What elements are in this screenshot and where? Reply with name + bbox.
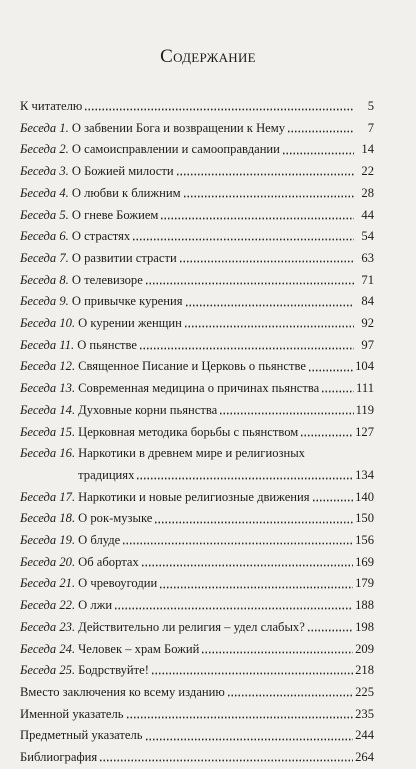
toc-entry xyxy=(20,139,374,161)
toc-entry-label: Беседа 23. xyxy=(20,619,76,634)
toc-entry-label: Беседа 8. xyxy=(20,272,69,287)
toc-entry xyxy=(20,487,374,509)
dot-leader xyxy=(141,561,353,569)
toc-entry-label: Беседа 13. xyxy=(20,381,76,396)
table-of-contents xyxy=(20,96,374,769)
toc-entry xyxy=(20,400,374,422)
toc-entry-title: Действительно ли религия – удел слабых? xyxy=(78,619,305,634)
toc-entry xyxy=(20,747,374,769)
dot-leader xyxy=(84,106,354,114)
toc-entry xyxy=(20,443,374,486)
toc-entry xyxy=(20,356,374,378)
toc-entry-title: Священное Писание и Церковь о пьянстве xyxy=(78,359,306,374)
toc-entry-title: Именной указатель xyxy=(20,706,124,721)
toc-entry xyxy=(20,660,374,682)
toc-entry-title: Вместо заключения ко всему изданию xyxy=(20,684,225,699)
dot-leader xyxy=(185,301,354,309)
toc-entry-title: О Божией милости xyxy=(71,164,174,179)
dot-leader xyxy=(126,713,354,721)
toc-entry-title: Наркотики и новые религиозные движения xyxy=(78,489,310,504)
toc-entry-page: 44 xyxy=(361,207,374,222)
toc-entry-label: Беседа 20. xyxy=(20,554,76,569)
toc-entry-page: 134 xyxy=(355,467,374,482)
dot-leader xyxy=(145,279,354,287)
toc-entry-page: 28 xyxy=(361,185,374,200)
toc-entry xyxy=(20,226,374,248)
dot-leader xyxy=(308,366,353,374)
toc-entry-page: 188 xyxy=(355,598,374,613)
toc-entry-page: 22 xyxy=(361,164,374,179)
toc-entry-title: Бодрствуйте! xyxy=(78,663,149,678)
dot-leader xyxy=(282,149,354,157)
toc-entry-page: 235 xyxy=(355,706,374,721)
toc-entry-label: Беседа 1. xyxy=(20,120,69,135)
toc-entry-page: 225 xyxy=(355,684,374,699)
dot-leader xyxy=(139,344,354,352)
dot-leader xyxy=(151,670,353,678)
toc-entry-title: О забвении Бога и возвращении к Нему xyxy=(71,120,286,135)
toc-entry-page: 111 xyxy=(356,381,374,396)
toc-entry-title: Предметный указатель xyxy=(20,728,143,743)
toc-entry-title: О любви к ближним xyxy=(71,185,181,200)
toc-entry xyxy=(20,248,374,270)
toc-entry xyxy=(20,313,374,335)
toc-entry-title: О страстях xyxy=(71,229,131,244)
dot-leader xyxy=(145,735,354,743)
toc-entry xyxy=(20,422,374,444)
toc-entry-label: Беседа 16. xyxy=(20,446,76,461)
dot-leader xyxy=(287,127,354,135)
toc-entry xyxy=(20,530,374,552)
toc-entry-title: О пьянстве xyxy=(77,337,138,352)
toc-entry-label: Беседа 9. xyxy=(20,294,69,309)
toc-entry-continuation xyxy=(75,465,374,487)
toc-entry-title: Современная медицина о причинах пьянства xyxy=(78,381,320,396)
dot-leader xyxy=(184,323,354,331)
toc-entry-title: Духовные корни пьянства xyxy=(78,402,218,417)
dot-leader xyxy=(201,648,353,656)
toc-entry-page: 156 xyxy=(355,533,374,548)
dot-leader xyxy=(183,193,354,201)
dot-leader xyxy=(307,627,353,635)
toc-entry-page: 179 xyxy=(355,576,374,591)
toc-entry-page: 97 xyxy=(361,337,374,352)
toc-entry-label: Беседа 5. xyxy=(20,207,69,222)
toc-entry-label: Беседа 15. xyxy=(20,424,76,439)
toc-entry-page: 218 xyxy=(355,663,374,678)
toc-entry-title: О развитии страсти xyxy=(71,250,177,265)
toc-entry-title: О рок-музыке xyxy=(78,511,153,526)
toc-entry-label: Беседа 3. xyxy=(20,164,69,179)
toc-entry-label: Беседа 11. xyxy=(20,337,75,352)
dot-leader xyxy=(321,388,354,396)
dot-leader xyxy=(99,757,353,765)
toc-entry-page: 14 xyxy=(361,142,374,157)
toc-entry-page: 150 xyxy=(355,511,374,526)
toc-entry-page: 264 xyxy=(355,750,374,765)
toc-entry-label: Беседа 18. xyxy=(20,511,76,526)
dot-leader xyxy=(300,431,353,439)
toc-entry-page: 71 xyxy=(361,272,374,287)
toc-entry-label: Беседа 17. xyxy=(20,489,76,504)
toc-entry-label: Беседа 25. xyxy=(20,663,76,678)
toc-entry-title: О лжи xyxy=(78,598,113,613)
toc-entry-title: О курении женщин xyxy=(78,316,182,331)
dot-leader xyxy=(159,583,353,591)
toc-entry-page: 140 xyxy=(355,489,374,504)
dot-leader xyxy=(132,236,354,244)
toc-entry xyxy=(20,205,374,227)
toc-entry-label: Беседа 22. xyxy=(20,598,76,613)
toc-entry xyxy=(20,96,374,118)
toc-entry-page: 104 xyxy=(355,359,374,374)
toc-entry-page: 244 xyxy=(355,728,374,743)
toc-entry-title: Библиография xyxy=(20,750,98,765)
dot-leader xyxy=(227,692,353,700)
toc-entry-title: Наркотики в древнем мире и религиозных xyxy=(78,446,305,461)
toc-entry-page: 198 xyxy=(355,619,374,634)
toc-entry-title: О блуде xyxy=(78,533,121,548)
toc-entry xyxy=(20,378,374,400)
dot-leader xyxy=(312,496,354,504)
toc-entry xyxy=(20,161,374,183)
toc-entry xyxy=(20,552,374,574)
toc-entry-label: Беседа 14. xyxy=(20,402,76,417)
toc-entry-title: К читателю xyxy=(20,99,83,113)
toc-entry xyxy=(20,725,374,747)
toc-entry-page: 5 xyxy=(367,99,374,113)
page-title: Содержание xyxy=(160,46,256,67)
toc-entry-label: Беседа 7. xyxy=(20,250,69,265)
toc-entry-page: 169 xyxy=(355,554,374,569)
toc-entry-label: Беседа 2. xyxy=(20,142,69,157)
dot-leader xyxy=(160,214,354,222)
toc-entry-title: Церковная методика борьбы с пьянством xyxy=(78,424,299,439)
dot-leader xyxy=(136,475,353,483)
toc-entry-label: Беседа 19. xyxy=(20,533,76,548)
toc-entry-title: О привычке курения xyxy=(71,294,183,309)
dot-leader xyxy=(176,171,354,179)
toc-entry xyxy=(20,335,374,357)
dot-leader xyxy=(154,518,353,526)
dot-leader xyxy=(122,540,353,548)
toc-entry-page: 7 xyxy=(367,120,374,135)
toc-entry xyxy=(20,508,374,530)
dot-leader xyxy=(179,258,354,266)
toc-entry xyxy=(20,617,374,639)
toc-entry-page: 54 xyxy=(361,229,374,244)
toc-entry-label: Беседа 12. xyxy=(20,359,76,374)
toc-entry xyxy=(20,704,374,726)
toc-entry-label: Беседа 6. xyxy=(20,229,69,244)
toc-entry-page: 119 xyxy=(355,402,374,417)
toc-entry xyxy=(20,573,374,595)
toc-entry xyxy=(20,291,374,313)
toc-entry-title: Человек – храм Божий xyxy=(78,641,200,656)
toc-entry xyxy=(20,183,374,205)
toc-entry-page: 92 xyxy=(361,316,374,331)
toc-entry-title-line2: традициях xyxy=(78,467,135,482)
toc-entry xyxy=(20,682,374,704)
toc-entry-page: 127 xyxy=(355,424,374,439)
toc-entry-title: О самоисправлении и самооправдании xyxy=(71,142,280,157)
toc-entry-title: О телевизоре xyxy=(71,272,143,287)
dot-leader xyxy=(114,605,353,613)
toc-entry-title-wrap xyxy=(75,443,374,486)
toc-entry xyxy=(20,595,374,617)
toc-entry-label: Беседа 4. xyxy=(20,185,69,200)
toc-entry-label: Беседа 21. xyxy=(20,576,76,591)
toc-entry xyxy=(20,270,374,292)
toc-entry-page: 84 xyxy=(361,294,374,309)
toc-entry-page: 209 xyxy=(355,641,374,656)
toc-entry xyxy=(20,639,374,661)
toc-entry-title: Об абортах xyxy=(78,554,139,569)
toc-entry xyxy=(20,118,374,140)
toc-entry-page: 63 xyxy=(361,250,374,265)
toc-entry-label: Беседа 10. xyxy=(20,316,76,331)
toc-entry-title: О гневе Божием xyxy=(71,207,159,222)
toc-entry-label: Беседа 24. xyxy=(20,641,76,656)
toc-entry-title: О чревоугодии xyxy=(78,576,158,591)
dot-leader xyxy=(219,410,353,418)
